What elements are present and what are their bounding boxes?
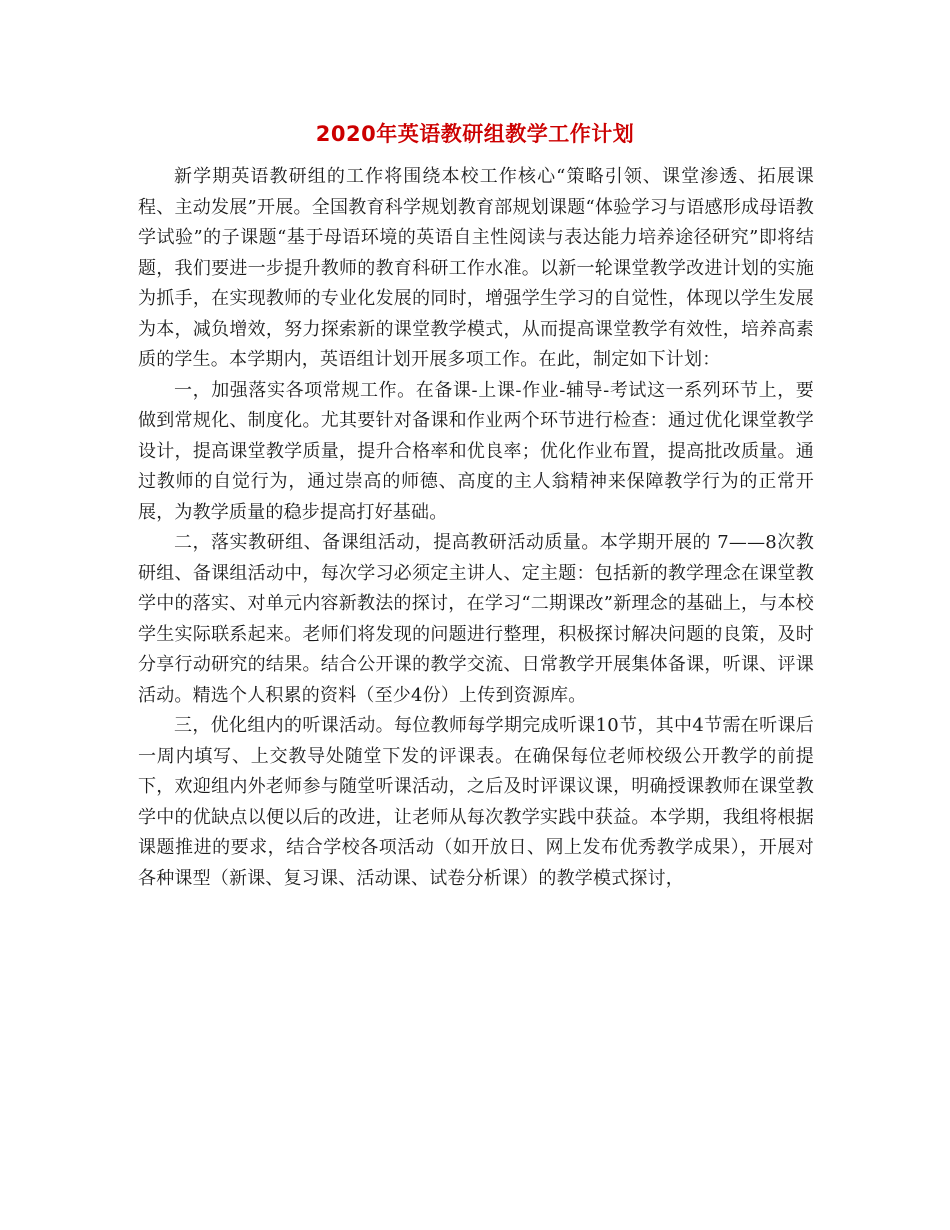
document-body (138, 162, 814, 894)
paragraph-item-2: 二，落实教研组、备课组活动，提高教研活动质量。本学期开展的 7——8次教研组、备课组活动中，每次学习必须定主讲人、定主题：包括新的教学理念在课堂教学中的落实、对单元内容新教法的探讨，在学习“二期课改”新理念的基础上，与本校学生实际联系起来。老师们将发现的问题进行整理，积极探讨解决问题的良策，及时分享行动研究的结果。结合公开课的教学交流、日常教学开展集体备课，听课、评课活动。精选个人积累的资料（至少4份）上传到资源库。 (138, 532, 814, 706)
paragraph-intro: 新学期英语教研组的工作将围绕本校工作核心“策略引领、课堂渗透、拓展课程、主动发展”开展。全国教育科学规划教育部规划课题“体验学习与语感形成母语教学试验”的子课题“基于母语环境的英语自主性阅读与表达能力培养途径研究”即将结题，我们要进一步提升教师的教育科研工作水准。以新一轮课堂教学改进计划的实施为抓手，在实现教师的专业化发展的同时，增强学生学习的自觉性，体现以学生发展为本，减负增效，努力探索新的课堂教学模式，从而提高课堂教学有效性，培养高素质的学生。本学期内，英语组计划开展多项工作。在此，制定如下计划： (138, 166, 814, 370)
document-title: 2020年英语教研组教学工作计划 (315, 122, 635, 146)
paragraph-item-3: 三，优化组内的听课活动。每位教师每学期完成听课10节，其中4节需在听课后一周内填写、上交教导处随堂下发的评课表。在确保每位老师校级公开教学的前提下，欢迎组内外老师参与随堂听课活动，之后及时评课议课，明确授课教师在课堂教学中的优缺点以便以后的改进，让老师从每次教学实践中获益。本学期，我组将根据课题推进的要求，结合学校各项活动（如开放日、网上发布优秀教学成果），开展对各种课型（新课、复习课、活动课、试卷分析课）的教学模式探讨， (138, 715, 814, 889)
paragraph-item-1: 一，加强落实各项常规工作。在备课-上课-作业-辅导-考试这一系列环节上，要做到常规化、制度化。尤其要针对备课和作业两个环节进行检查：通过优化课堂教学设计，提高课堂教学质量，提升合格率和优良率；优化作业布置，提高批改质量。通过教师的自觉行为，通过崇高的师德、高度的主人翁精神来保障教学行为的正常开展，为教学质量的稳步提高打好基础。 (138, 379, 814, 523)
